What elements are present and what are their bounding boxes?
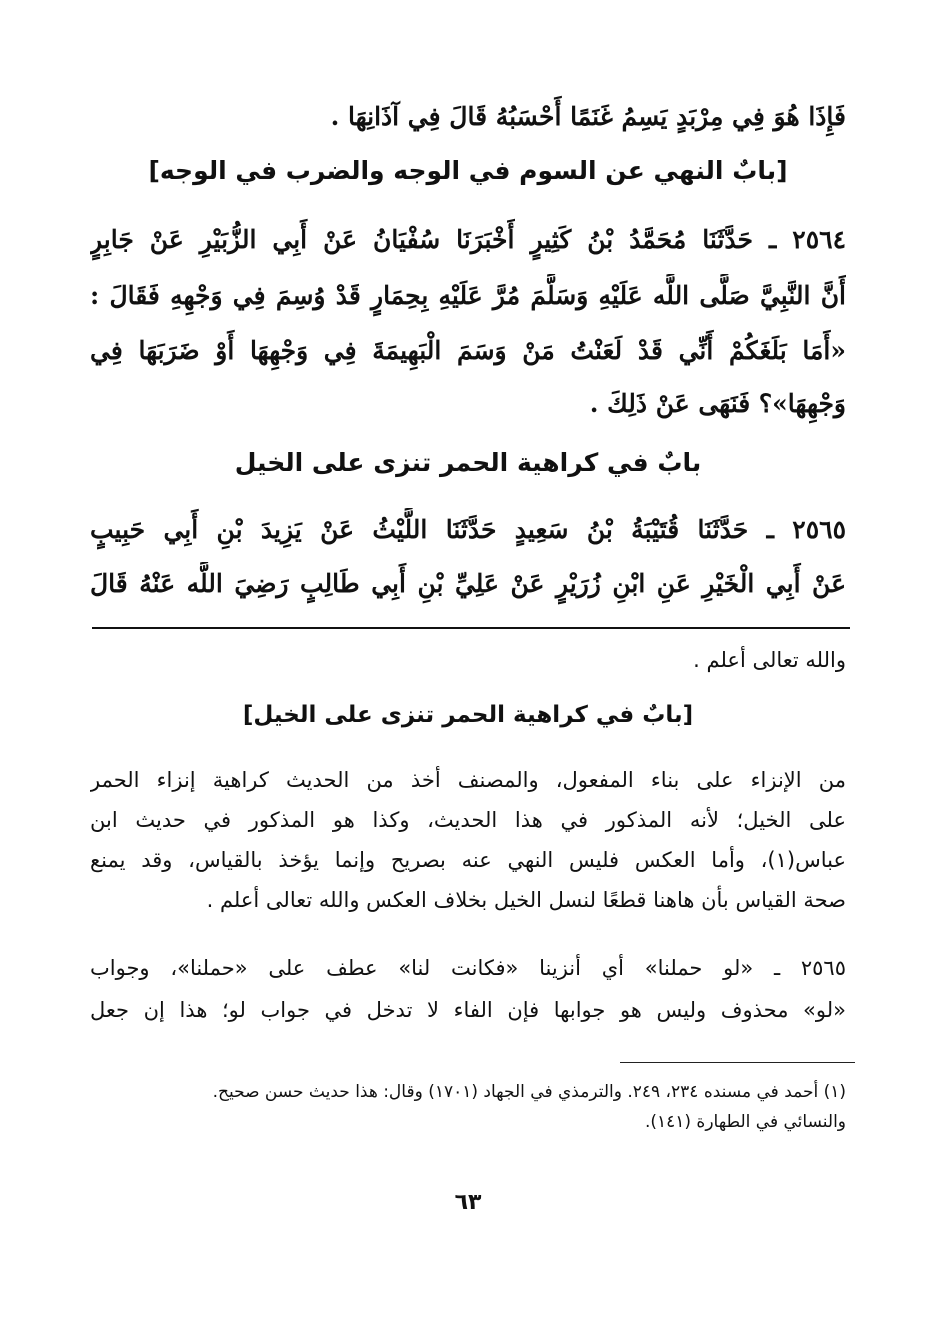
sharh-paragraph-2-line-2: «لو» محذوف وليس هو جوابها فإن الفاء لا تدخل في جواب لو؛ هذا إن جعل [90,998,846,1022]
sharh-paragraph-1-line-2: على الخيل؛ لأنه المذكور في هذا الحديث، وكذا هو المذكور في حديث ابن [90,808,846,832]
page-number: ٦٣ [454,1190,482,1215]
sharh-paragraph-2-line-1: ٢٥٦٥ ـ «لو حملنا» أي أنزينا «فكانت لنا» عطف على «حملنا»، وجواب [90,956,846,980]
hadith-2564-line-4: وَجْهِهَا»؟ فَنَهَى عَنْ ذَلِكَ . [589,389,846,418]
hadith-2564-line-2: أَنَّ النَّبِيَّ صَلَّى اللَّه عَلَيْهِ وَسَلَّمَ مُرَّ عَلَيْهِ بِحِمَارٍ قَدْ وُسِمَ فِي وَجْهِهِ فَقَالَ : [90,281,846,310]
sharh-paragraph-1-line-4: صحة القياس بأن هاهنا قطعًا لنسل الخيل بخلاف العكس والله تعالى أعلم . [206,888,846,912]
sharh-paragraph-1-line-1: من الإنزاء على بناء المفعول، والمصنف أخذ من الحديث كراهية إنزاء الحمر [90,768,846,792]
hadith-2564-line-1: ٢٥٦٤ ـ حَدَّثَنَا مُحَمَّدُ بْنُ كَثِيرٍ أَخْبَرَنَا سُفْيَانُ عَنْ أَبِي الزُّبَيْرِ عَنْ جَابِرٍ [90,225,846,254]
hadith-2565-line-2: عَنْ أَبِي الْخَيْرِ عَنِ ابْنِ زُرَيْرٍ عَنْ عَلِيِّ بْنِ أَبِي طَالِبٍ رَضِيَ اللَّه عَنْهُ قَالَ [90,569,846,598]
footnote-line-2: والنسائي في الطهارة (١٤١). [644,1112,846,1132]
sharh-paragraph-1-line-3: عباس(١)، وأما العكس فليس النهي عنه بصريح وإنما يؤخذ بالقياس، وقد يمنع [90,848,846,872]
hadith-2565-line-1: ٢٥٦٥ ـ حَدَّثَنَا قُتَيْبَةُ بْنُ سَعِيدٍ حَدَّثَنَا اللَّيْثُ عَنْ يَزِيدَ بْنِ أَبِي حَبِيبٍ [90,515,846,544]
sharh-chapter-heading: [بابٌ في كراهية الحمر تنزى على الخيل] [242,702,694,728]
footnote-divider [620,1062,855,1063]
chapter-heading-branding-face: [بابٌ النهي عن السوم في الوجه والضرب في الوجه] [148,156,788,185]
hadith-2564-line-3: «أَمَا بَلَغَكُمْ أَنِّي قَدْ لَعَنْتُ مَنْ وَسَمَ الْبَهِيمَةَ فِي وَجْهِهَا أَوْ ضَرَبَهَا فِي [90,336,846,365]
chapter-heading-donkeys-horses: بابٌ في كراهية الحمر تنزى على الخيل [234,448,702,477]
sharh-closing-line: والله تعالى أعلم . [693,648,846,672]
matn-sharh-divider [92,627,850,629]
matn-line-continuation: فَإِذَا هُوَ فِي مِرْبَدٍ يَسِمُ غَنَمًا أَحْسَبُهُ قَالَ فِي آذَانِهَا . [330,102,846,131]
footnote-line-1: (١) أحمد في مسنده ٢٣٤، ٢٤٩. والترمذي في الجهاد (١٧٠١) وقال: هذا حديث حسن صحيح. [212,1082,846,1102]
